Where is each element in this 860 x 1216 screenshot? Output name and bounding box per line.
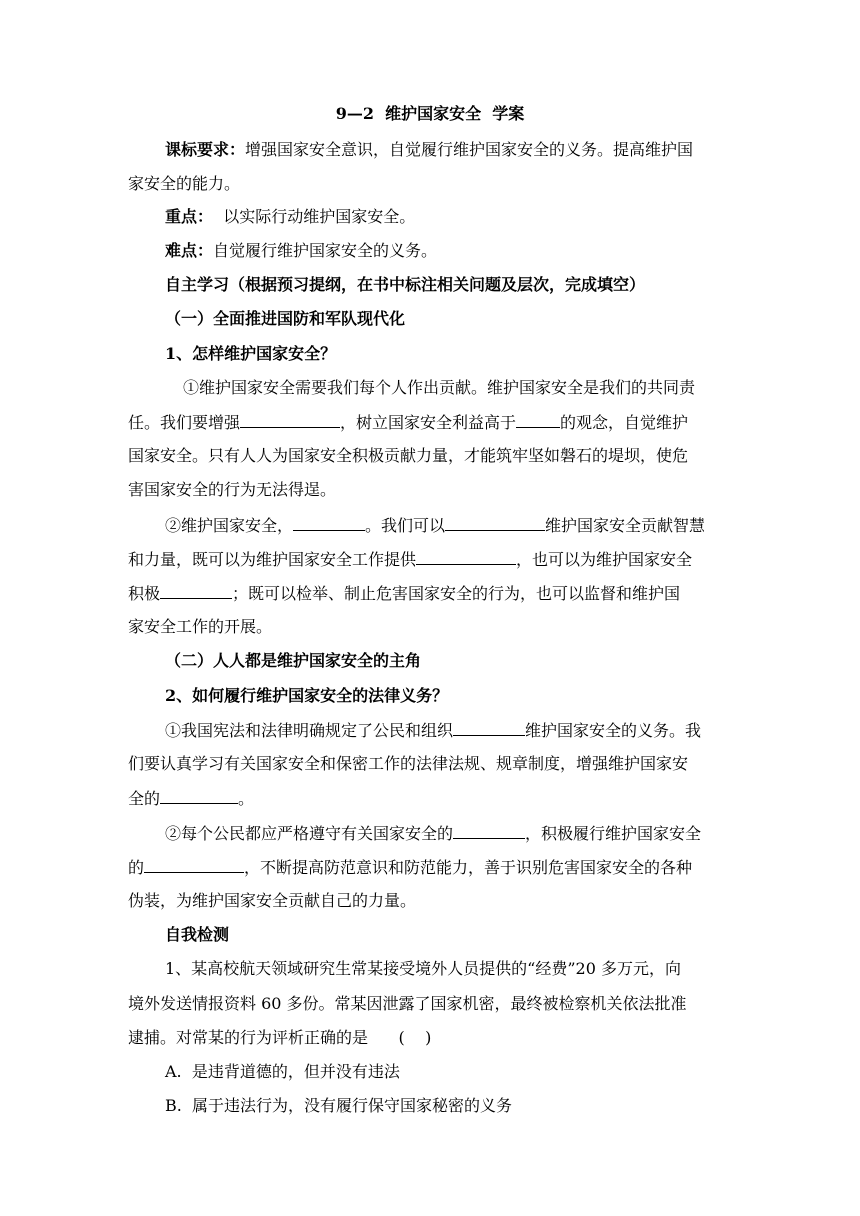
question-3-line-2: 境外发送情报资料 60 多份。常某因泄露了国家机密，最终被检察机关依法批准 (128, 994, 687, 1013)
para-4-line-1: ②每个公民都应严格遵守有关国家安全的 ，积极履行维护国家安全 (165, 824, 702, 843)
option-letter: A. (165, 1062, 182, 1081)
fill-blank[interactable] (445, 514, 545, 531)
para-3-line-3: 全的 。 (128, 789, 255, 808)
difficulty (165, 240, 437, 262)
option-a[interactable] (165, 1061, 400, 1083)
question-1-heading: 1、怎样维护国家安全？ (165, 344, 337, 363)
fill-blank[interactable] (160, 787, 238, 804)
question-3-line-3: 逮捕。对常某的行为评析正确的是 ( ) (128, 1028, 432, 1047)
difficulty-text: 自觉履行维护国家安全的义务。 (213, 241, 438, 260)
para-1-line-3: 国家安全。只有人人为国家安全积极贡献力量，才能筑牢坚如磐石的堤坝，使危 (128, 446, 689, 465)
section-2-heading: （二）人人都是维护国家安全的主角 (165, 651, 422, 670)
option-text: 是违背道德的，但并没有违法 (191, 1062, 400, 1081)
self-check-heading: 自我检测 (165, 925, 230, 944)
option-letter: B. (165, 1096, 182, 1115)
para-3-line-2: 们要认真学习有关国家安全和保密工作的法律法规、规章制度，增强维护国家安 (128, 754, 689, 773)
section-1-heading: （一）全面推进国防和军队现代化 (165, 309, 406, 328)
key-point (165, 206, 415, 228)
question-2-heading: 2、如何履行维护国家安全的法律义务？ (165, 686, 449, 705)
question-3-line-1: 1、某高校航天领域研究生常某接受境外人员提供的“经费”20 多万元，向 (165, 959, 681, 978)
fill-blank[interactable] (293, 514, 365, 531)
para-4-line-2: 的 ，不断提高防范意识和防范能力，善于识别危害国家安全的各种 (128, 858, 693, 877)
difficulty-label: 难点： (165, 241, 214, 260)
fill-blank[interactable] (144, 856, 244, 873)
para-2-line-3: 积极 ；既可以检举、制止危害国家安全的行为，也可以监督和维护国 (128, 584, 681, 603)
curriculum-label: 课标要求： (165, 140, 246, 159)
para-1-line-4: 害国家安全的行为无法得逞。 (128, 480, 337, 499)
key-point-text: 以实际行动维护国家安全。 (223, 207, 416, 226)
para-2-line-2: 和力量，既可以为维护国家安全工作提供 ，也可以为维护国家安全 (128, 550, 693, 569)
page-title: 9—2 维护国家安全 学案 (335, 104, 525, 123)
option-b[interactable] (165, 1095, 512, 1117)
option-text: 属于违法行为，没有履行保守国家秘密的义务 (192, 1096, 513, 1115)
self-study-heading: 自主学习（根据预习提纲，在书中标注相关问题及层次，完成填空） (165, 275, 646, 294)
fill-blank[interactable] (240, 411, 340, 428)
fill-blank[interactable] (453, 822, 525, 839)
para-2-line-4: 家安全工作的开展。 (128, 617, 273, 636)
para-2-line-1: ②维护国家安全， 。我们可以 维护国家安全贡献智慧 (165, 516, 706, 535)
curriculum-text-2: 家安全的能力。 (128, 174, 241, 193)
para-1-line-1: ①维护国家安全需要我们每个人作出贡献。维护国家安全是我们的共同责 (183, 378, 696, 397)
fill-blank[interactable] (160, 582, 232, 599)
para-3-line-1: ①我国宪法和法律明确规定了公民和组织 维护国家安全的义务。我 (165, 721, 702, 740)
key-point-label: 重点： (165, 207, 214, 226)
curriculum-requirement (165, 139, 693, 161)
para-1-line-2: 任。我们要增强 ，树立国家安全利益高于 的观念，自觉维护 (128, 413, 689, 432)
fill-blank[interactable] (416, 548, 516, 565)
para-4-line-3: 伪装，为维护国家安全贡献自己的力量。 (128, 891, 417, 910)
fill-blank[interactable] (453, 719, 525, 736)
curriculum-text-1: 增强国家安全意识，自觉履行维护国家安全的义务。提高维护国 (245, 140, 694, 159)
fill-blank[interactable] (516, 411, 560, 428)
